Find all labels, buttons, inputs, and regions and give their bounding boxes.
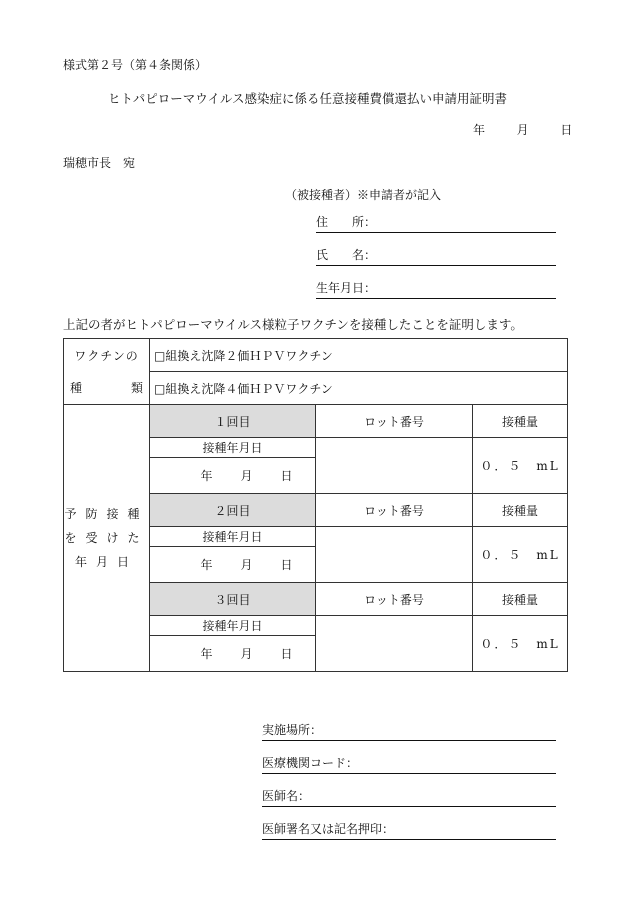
doses-label-line3: 年月日 [74, 555, 138, 569]
doses-label-line2: を受けた [64, 531, 149, 545]
name-field[interactable] [316, 247, 556, 266]
dose-2-round: ２回目 [150, 494, 316, 527]
institution-code-label: 医療機関コード： [262, 756, 359, 770]
dose-1-lot-header: ロット番号 [316, 405, 473, 438]
form-number: 様式第２号（第４条関係） [63, 58, 208, 72]
place-field[interactable] [262, 722, 556, 741]
addressee: 瑞穂市長 宛 [63, 156, 136, 170]
dose-3-month: 月 [240, 647, 253, 661]
dose-1-lot-value[interactable] [316, 438, 473, 494]
dose-1-day: 日 [280, 469, 293, 483]
dose-1-month: 月 [240, 469, 253, 483]
dose-2-lot-header: ロット番号 [316, 494, 473, 527]
vaccine-type-label-2 [64, 372, 150, 405]
dose-3-round: ３回目 [150, 583, 316, 616]
doses-label [64, 405, 150, 672]
dob-field[interactable] [316, 280, 556, 299]
institution-code-field[interactable] [262, 755, 556, 774]
dose-1-date-label: 接種年月日 [150, 438, 316, 458]
place-label: 実施場所： [262, 723, 323, 737]
option-2valent[interactable]: □組換え沈降２価ＨＰＶワクチン [150, 339, 568, 372]
dose-2-day: 日 [280, 558, 293, 572]
date-month-label: 月 [516, 123, 529, 137]
dose-3-amount: ０．５ mL [473, 616, 568, 672]
dose-1-amount: ０．５ mL [473, 438, 568, 494]
vaccination-table [63, 338, 568, 672]
certification-statement: 上記の者がヒトパピローマウイルス様粒子ワクチンを接種したことを証明します。 [63, 317, 523, 332]
doctor-name-field[interactable] [262, 788, 556, 807]
address-field[interactable] [316, 214, 556, 233]
dose-3-date-label: 接種年月日 [150, 616, 316, 636]
option-4valent[interactable]: □組換え沈降４価ＨＰＶワクチン [150, 372, 568, 405]
doses-label-line1: 予防接種 [64, 507, 149, 521]
vaccine-type-label-a: 種 [70, 381, 83, 396]
dose-3-amount-header: 接種量 [473, 583, 568, 616]
dose-3-year: 年 [200, 647, 213, 661]
subject-heading: （被接種者）※申請者が記入 [285, 188, 442, 202]
dob-label: 生年月日： [316, 281, 377, 295]
doctor-name-label: 医師名： [262, 789, 311, 803]
dose-2-lot-value[interactable] [316, 527, 473, 583]
dose-2-year: 年 [200, 558, 213, 572]
vaccine-type-label-b: 類 [130, 381, 143, 396]
date-day-label: 日 [560, 123, 573, 137]
address-label: 住 所： [316, 215, 377, 229]
dose-2-amount-header: 接種量 [473, 494, 568, 527]
date-year-label: 年 [473, 123, 486, 137]
vaccine-type-label-1: ワクチンの [64, 339, 150, 372]
dose-2-date-label: 接種年月日 [150, 527, 316, 547]
dose-2-date[interactable] [150, 547, 316, 583]
dose-1-year: 年 [200, 469, 213, 483]
dose-1-date[interactable] [150, 458, 316, 494]
dose-3-lot-value[interactable] [316, 616, 473, 672]
dose-2-amount: ０．５ mL [473, 527, 568, 583]
doctor-signature-label: 医師署名又は記名押印： [262, 822, 395, 836]
doctor-signature-field[interactable] [262, 821, 556, 840]
dose-1-amount-header: 接種量 [473, 405, 568, 438]
dose-3-date[interactable] [150, 636, 316, 672]
name-label: 氏 名： [316, 248, 377, 262]
dose-2-month: 月 [240, 558, 253, 572]
dose-3-lot-header: ロット番号 [316, 583, 473, 616]
dose-3-day: 日 [280, 647, 293, 661]
issue-date [473, 121, 572, 138]
dose-1-round: １回目 [150, 405, 316, 438]
document-title: ヒトパピローマウイルス感染症に係る任意接種費償還払い申請用証明書 [108, 91, 508, 106]
